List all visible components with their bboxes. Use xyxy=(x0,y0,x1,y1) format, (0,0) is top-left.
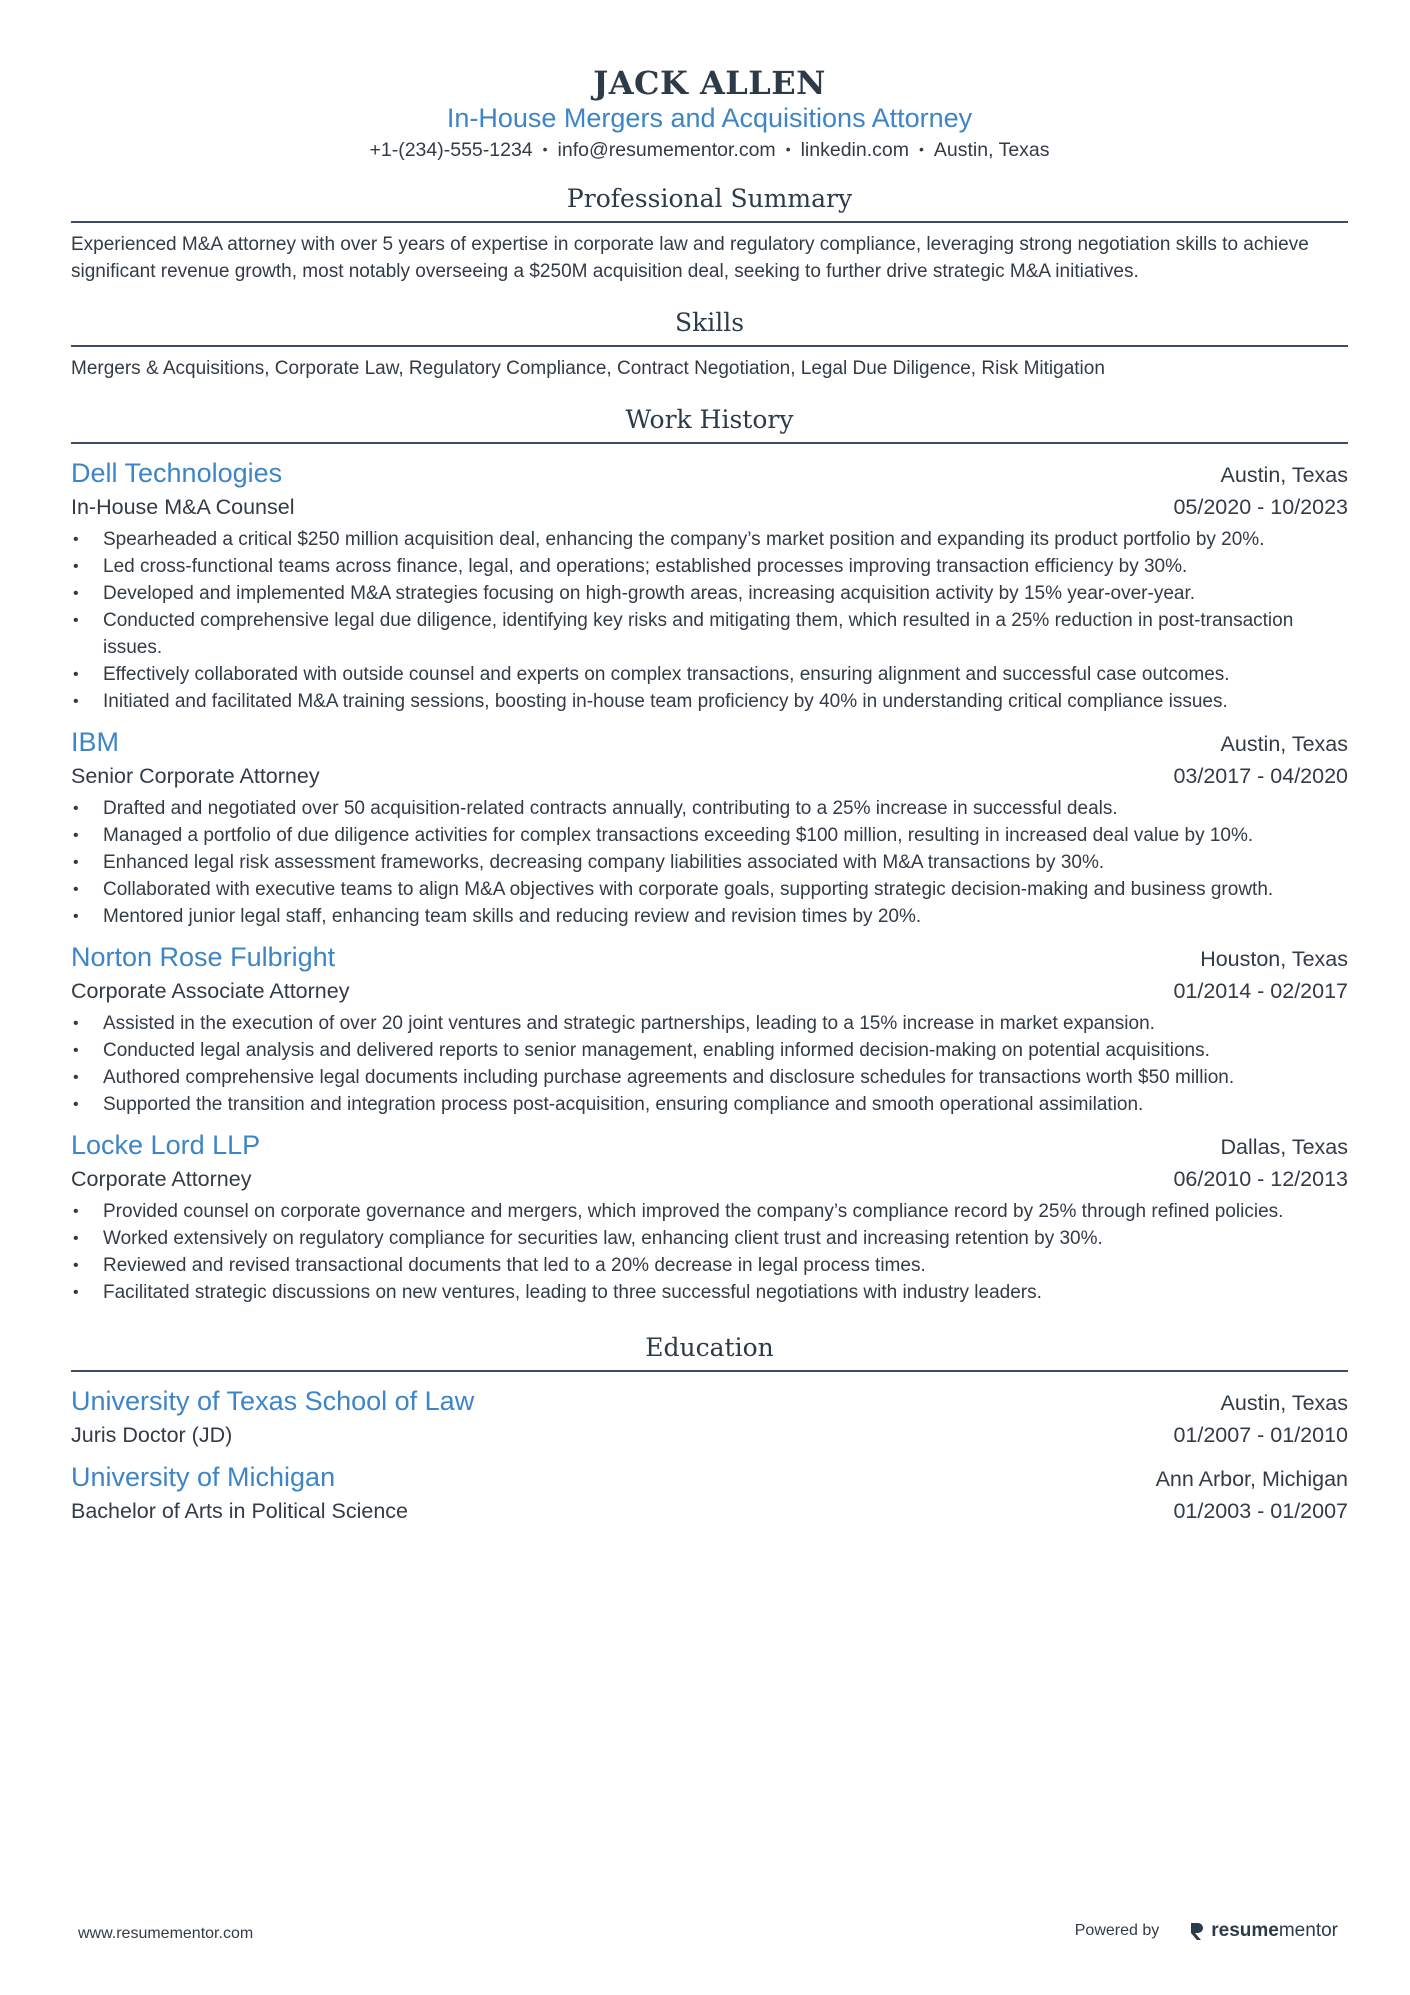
list-item: • Spearheaded a critical $250 million acquisition deal, enhancing the company’s market position and expanding its product portfolio by 20%. xyxy=(71,526,1348,553)
job-entry xyxy=(71,456,1348,715)
work-history-heading: Work History xyxy=(71,404,1348,444)
summary-text: Experienced M&A attorney with over 5 years of expertise in corporate law and regulatory compliance, leveraging strong negotiation skills to achieve significant revenue growth, most notably overseeing a $250M acquisition deal, seeking to further drive strategic M&A initiatives. xyxy=(71,234,1309,282)
job-company: Locke Lord LLP xyxy=(71,1130,261,1160)
education-location: Ann Arbor, Michigan xyxy=(1155,1467,1348,1491)
candidate-name: JACK ALLEN xyxy=(593,64,826,102)
contact-email[interactable]: info@resumementor.com xyxy=(557,139,776,161)
candidate-title: In-House Mergers and Acquisitions Attorney xyxy=(446,103,973,133)
powered-by-label: Powered by xyxy=(1074,1922,1160,1939)
job-dates: 06/2010 - 12/2013 xyxy=(1173,1167,1348,1191)
job-company: Norton Rose Fulbright xyxy=(71,942,336,972)
list-item: • Conducted comprehensive legal due diligence, identifying key risks and mitigating them, which resulted in a 25% reduction in post-transaction issues. xyxy=(71,607,1348,661)
skills-text: Mergers & Acquisitions, Corporate Law, Regulatory Compliance, Contract Negotiation, Legal Due Diligence, Risk Mitigation xyxy=(71,358,1105,379)
footer-website[interactable]: www.resumementor.com xyxy=(78,1925,254,1942)
education-school: University of Michigan xyxy=(71,1462,336,1492)
job-location: Austin, Texas xyxy=(1220,732,1348,756)
job-dates: 05/2020 - 10/2023 xyxy=(1173,495,1348,519)
list-item: • Mentored junior legal staff, enhancing team skills and reducing review and revision times by 20%. xyxy=(71,903,1348,930)
resume-page xyxy=(71,62,1348,1528)
education-entry xyxy=(71,1460,1348,1528)
contact-phone: +1-(234)-555-1234 xyxy=(369,139,533,161)
jobs-list xyxy=(71,456,1348,1306)
skills-section xyxy=(71,307,1348,382)
education-location: Austin, Texas xyxy=(1220,1391,1348,1415)
job-bullets xyxy=(71,795,1348,930)
resumementor-logo-icon xyxy=(1189,1921,1205,1941)
list-item: • Initiated and facilitated M&A training sessions, boosting in-house team proficiency by 40% in understanding critical compliance issues. xyxy=(71,688,1348,715)
resumementor-logo[interactable] xyxy=(1189,1920,1338,1942)
brand-text: mentor xyxy=(1278,1920,1338,1941)
education-degree: Bachelor of Arts in Political Science xyxy=(71,1499,408,1523)
education-section xyxy=(71,1332,1348,1528)
education-entry xyxy=(71,1384,1348,1452)
education-dates: 01/2003 - 01/2007 xyxy=(1173,1499,1348,1523)
list-item: • Assisted in the execution of over 20 joint ventures and strategic partnerships, leading to a 15% increase in market expansion. xyxy=(71,1010,1348,1037)
work-history-section xyxy=(71,404,1348,1306)
resume-header xyxy=(71,62,1348,165)
job-company: Dell Technologies xyxy=(71,458,283,488)
job-role: Corporate Associate Attorney xyxy=(71,979,350,1003)
job-location: Houston, Texas xyxy=(1200,947,1348,971)
education-list xyxy=(71,1384,1348,1528)
list-item: • Facilitated strategic discussions on new ventures, leading to three successful negotiations with industry leaders. xyxy=(71,1279,1348,1306)
job-bullets xyxy=(71,1010,1348,1118)
list-item: • Enhanced legal risk assessment frameworks, decreasing company liabilities associated with M&A transactions by 30%. xyxy=(71,849,1348,876)
bullet-separator-icon: • xyxy=(785,141,791,157)
footer-branding xyxy=(1075,1920,1338,1942)
education-dates: 01/2007 - 01/2010 xyxy=(1173,1423,1348,1447)
job-dates: 01/2014 - 02/2017 xyxy=(1173,979,1348,1003)
job-role: In-House M&A Counsel xyxy=(71,495,295,519)
job-bullets xyxy=(71,1198,1348,1306)
job-location: Dallas, Texas xyxy=(1220,1135,1348,1159)
list-item: • Worked extensively on regulatory compliance for securities law, enhancing client trust and increasing retention by 30%. xyxy=(71,1225,1348,1252)
job-location: Austin, Texas xyxy=(1220,463,1348,487)
job-entry xyxy=(71,1128,1348,1306)
list-item: • Provided counsel on corporate governance and mergers, which improved the company’s compliance record by 25% through refined policies. xyxy=(71,1198,1348,1225)
education-heading: Education xyxy=(71,1332,1348,1372)
job-entry xyxy=(71,725,1348,930)
list-item: • Authored comprehensive legal documents including purchase agreements and disclosure schedules for transactions worth $50 million. xyxy=(71,1064,1348,1091)
bullet-separator-icon: • xyxy=(918,141,924,157)
summary-heading: Professional Summary xyxy=(71,183,1348,223)
brand-bold-text: resume xyxy=(1211,1920,1279,1941)
job-dates: 03/2017 - 04/2020 xyxy=(1173,764,1348,788)
job-role: Corporate Attorney xyxy=(71,1167,252,1191)
contact-linkedin[interactable]: linkedin.com xyxy=(800,139,909,161)
list-item: • Led cross-functional teams across finance, legal, and operations; established processes improving transaction efficiency by 30%. xyxy=(71,553,1348,580)
job-role: Senior Corporate Attorney xyxy=(71,764,320,788)
summary-section xyxy=(71,183,1348,285)
list-item: • Drafted and negotiated over 50 acquisition-related contracts annually, contributing to a 25% increase in successful deals. xyxy=(71,795,1348,822)
job-bullets xyxy=(71,526,1348,715)
job-company: IBM xyxy=(71,727,120,757)
contact-location: Austin, Texas xyxy=(933,139,1050,161)
list-item: • Supported the transition and integration process post-acquisition, ensuring compliance and smooth operational assimilation. xyxy=(71,1091,1348,1118)
list-item: • Conducted legal analysis and delivered reports to senior management, enabling informed decision-making on potential acquisitions. xyxy=(71,1037,1348,1064)
contact-line xyxy=(71,134,1348,165)
skills-heading: Skills xyxy=(71,307,1348,347)
list-item: • Managed a portfolio of due diligence activities for complex transactions exceeding $100 million, resulting in increased deal value by 10%. xyxy=(71,822,1348,849)
list-item: • Reviewed and revised transactional documents that led to a 20% decrease in legal process times. xyxy=(71,1252,1348,1279)
list-item: • Collaborated with executive teams to align M&A objectives with corporate goals, supporting strategic decision-making and business growth. xyxy=(71,876,1348,903)
list-item: • Developed and implemented M&A strategies focusing on high-growth areas, increasing acquisition activity by 15% year-over-year. xyxy=(71,580,1348,607)
list-item: • Effectively collaborated with outside counsel and experts on complex transactions, ensuring alignment and successful case outcomes. xyxy=(71,661,1348,688)
bullet-separator-icon: • xyxy=(542,141,548,157)
education-degree: Juris Doctor (JD) xyxy=(71,1423,233,1447)
education-school: University of Texas School of Law xyxy=(71,1386,475,1416)
job-entry xyxy=(71,940,1348,1118)
